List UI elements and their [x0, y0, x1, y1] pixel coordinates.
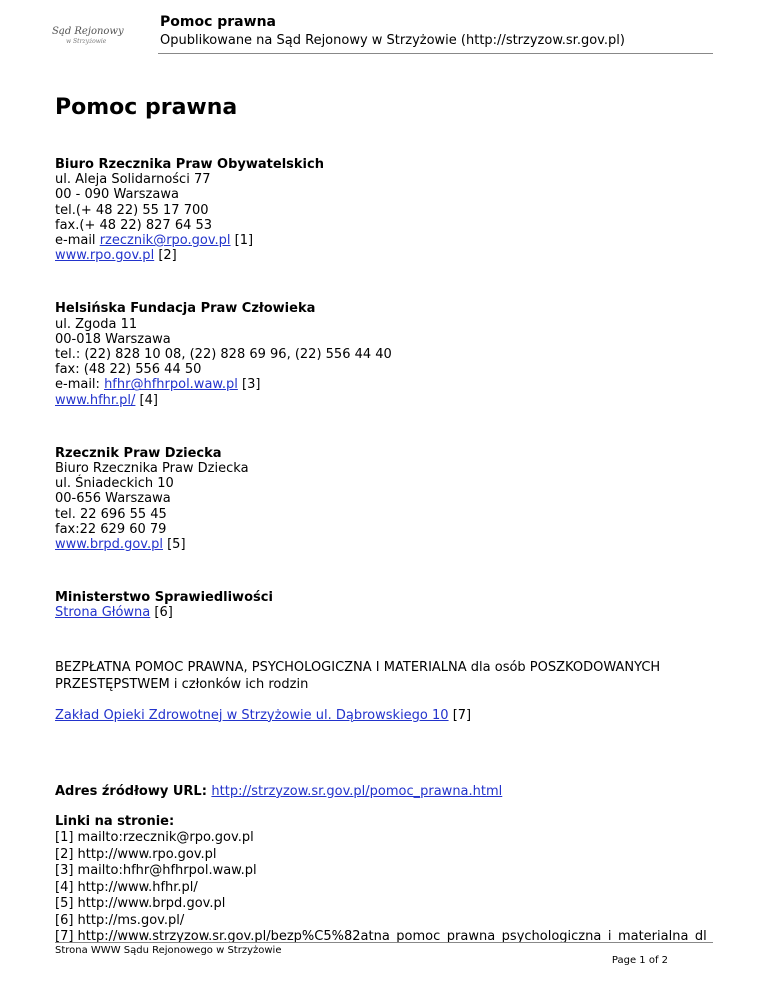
page-title: Pomoc prawna [55, 95, 238, 120]
link-item: [2] http://www.rpo.gov.pl [55, 846, 217, 862]
rpd-tel: tel. 22 696 55 45 [55, 506, 167, 522]
footer-divider [55, 942, 713, 943]
rpo-email-prefix: e-mail [55, 233, 100, 249]
link-item: [6] http://ms.gov.pl/ [55, 912, 185, 928]
link-item: [7] http://www.strzyzow.sr.gov.pl/bezp%C5%82atna_pomoc_prawna_psychologiczna_i_materialna_dl [55, 928, 707, 944]
hfhr-www-link[interactable]: www.hfhr.pl/ [55, 392, 136, 408]
ms-home-link[interactable]: Strona Główna [55, 605, 151, 621]
rpd-www-link[interactable]: www.brpd.gov.pl [55, 537, 163, 553]
source-line [55, 784, 735, 799]
rpd-www-line [55, 537, 735, 552]
link-item: [3] mailto:hfhr@hfhrpol.waw.pl [55, 863, 257, 879]
ms-link-line [55, 605, 735, 620]
hfhr-www-line [55, 393, 735, 408]
rpo-www-ref: [2] [154, 248, 177, 264]
rpd-city: 00-656 Warszawa [55, 491, 171, 507]
notice-link-line [55, 708, 735, 723]
rpo-name: Biuro Rzecznika Praw Obywatelskich [55, 157, 324, 172]
hfhr-block [55, 301, 735, 407]
rpo-fax: fax.(+ 48 22) 827 64 53 [55, 217, 213, 233]
notice-line-2: PRZESTĘPSTWEM i członków ich rodzin [55, 676, 309, 692]
rpo-www-link[interactable]: www.rpo.gov.pl [55, 248, 155, 264]
ms-name: Ministerstwo Sprawiedliwości [55, 590, 273, 606]
ms-block [55, 590, 735, 620]
logo-name: Sąd Rejonowy [52, 26, 124, 37]
hfhr-email-ref: [3] [237, 377, 261, 393]
footer-site: Strona WWW Sądu Rejonowego w Strzyżowie [55, 945, 282, 956]
source-url-link[interactable]: http://strzyzow.sr.gov.pl/pomoc_prawna.html [211, 783, 503, 799]
rpo-www-line [55, 248, 735, 263]
rpd-name: Rzecznik Praw Dziecka [55, 445, 222, 461]
zoz-link[interactable]: Zakład Opieki Zdrowotnej w Strzyżowie ul. Dąbrowskiego 10 [55, 707, 449, 723]
hfhr-email-line [55, 377, 735, 392]
links-heading: Linki na stronie: [55, 814, 175, 830]
rpo-city: 00 - 090 Warszawa [55, 187, 179, 203]
source-block [55, 784, 735, 799]
notice-link-ref: [7] [448, 707, 472, 723]
logo-subtitle: w Strzyżowie [66, 38, 107, 45]
link-item: [5] http://www.brpd.gov.pl [55, 896, 226, 912]
rpd-office: Biuro Rzecznika Praw Dziecka [55, 461, 249, 477]
ms-link-ref: [6] [150, 605, 173, 621]
link-item: [1] mailto:rzecznik@rpo.gov.pl [55, 830, 254, 846]
rpd-street: ul. Śniadeckich 10 [55, 476, 174, 492]
notice-line-1: BEZPŁATNA POMOC PRAWNA, PSYCHOLOGICZNA I MATERIALNA dla osób POSZKODOWANYCH [55, 659, 661, 675]
page-header [0, 0, 768, 56]
link-item: [4] http://www.hfhr.pl/ [55, 879, 198, 895]
source-label: Adres źródłowy URL: [55, 783, 212, 799]
hfhr-name: Helsińska Fundacja Praw Człowieka [55, 301, 316, 317]
hfhr-fax: fax: (48 22) 556 44 50 [55, 362, 202, 378]
rpo-tel: tel.(+ 48 22) 55 17 700 [55, 202, 209, 218]
notice-block [55, 659, 735, 693]
hfhr-street: ul. Zgoda 11 [55, 316, 138, 332]
footer-page-number: Page 1 of 2 [611, 955, 668, 966]
main-content [55, 95, 735, 945]
header-divider [158, 53, 713, 54]
rpd-www-ref: [5] [162, 537, 186, 553]
hfhr-email-link[interactable]: hfhr@hfhrpol.waw.pl [104, 377, 238, 393]
rpo-email-ref: [1] [230, 233, 254, 249]
rpo-email-link[interactable]: rzecznik@rpo.gov.pl [99, 233, 231, 249]
hfhr-email-prefix: e-mail: [55, 377, 105, 393]
rpd-fax: fax:22 629 60 79 [55, 521, 167, 537]
hfhr-www-ref: [4] [135, 392, 158, 408]
rpo-block [55, 157, 735, 263]
header-title: Pomoc prawna [160, 14, 276, 30]
hfhr-tel: tel.: (22) 828 10 08, (22) 828 69 96, (22) 556 44 40 [55, 347, 392, 363]
header-published: Opublikowane na Sąd Rejonowy w Strzyżowie (http://strzyzow.sr.gov.pl) [160, 33, 625, 48]
links-block [55, 814, 735, 945]
notice-link-block [55, 708, 735, 723]
rpo-street: ul. Aleja Solidarności 77 [55, 172, 211, 188]
rpd-block [55, 446, 735, 552]
court-logo [52, 26, 132, 45]
hfhr-city: 00-018 Warszawa [55, 331, 171, 347]
rpo-email-line [55, 233, 735, 248]
